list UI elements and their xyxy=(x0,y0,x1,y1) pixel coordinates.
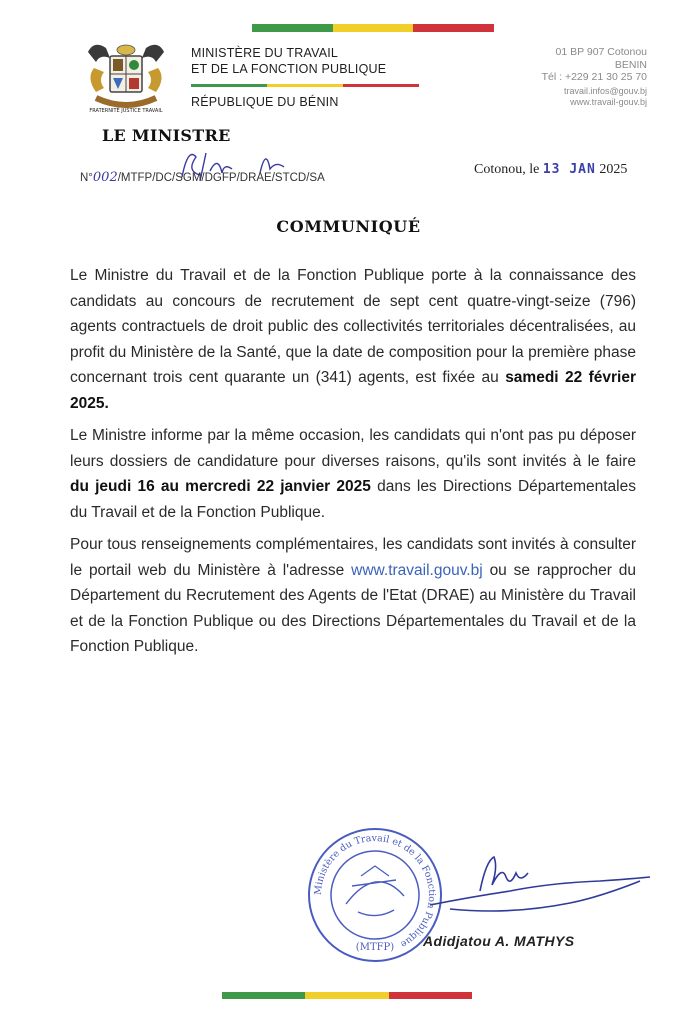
flag-stripe-yellow xyxy=(333,24,414,32)
dateline-year: 2025 xyxy=(599,162,628,177)
stamped-date: 13 JAN xyxy=(542,162,596,177)
paragraph-3 xyxy=(70,532,636,660)
contact-website: www.travail-gouv.bj xyxy=(570,96,647,107)
reference-number xyxy=(80,170,325,185)
ministry-name xyxy=(191,46,386,77)
flag-stripe-green xyxy=(252,24,333,32)
paragraph-3-end: ou se rapprocher du Département du Recrutement des Agents de l'Etat (DRAE) au Ministère du Travail et de la Fonction Publique ou des Directions Départementales du Travail et de la Fonction Publique. xyxy=(70,561,637,655)
communique-body xyxy=(70,263,636,667)
contact-phone: Tél : +229 21 30 25 70 xyxy=(541,71,647,83)
contact-po-box: 01 BP 907 Cotonou xyxy=(555,46,647,58)
contact-block xyxy=(542,46,647,108)
reference-path: /MTFP/DC/SGM/DGFP/DRAE/STCD/SA xyxy=(117,172,325,184)
flag-stripe-red xyxy=(413,24,494,32)
stamp-ring-text: Ministère du Travail et de la Fonction Publique xyxy=(312,832,438,950)
stamp-center-text: (MTFP) xyxy=(355,942,395,953)
minister-label: LE MINISTRE xyxy=(102,126,231,145)
ministry-name-line2: ET DE LA FONCTION PUBLIQUE xyxy=(191,61,387,76)
document-title: COMMUNIQUÉ xyxy=(276,217,421,236)
flag-stripe-red xyxy=(389,992,472,999)
coat-of-arms-icon xyxy=(80,38,172,118)
signature-icon xyxy=(420,845,660,935)
reference-handwritten-number: 002 xyxy=(92,170,118,185)
signer-name: Adidjatou A. MATHYS xyxy=(423,933,575,949)
website-link[interactable]: www.travail.gouv.bj xyxy=(351,561,483,579)
flag-bar-top xyxy=(252,24,494,32)
flag-bar-bottom xyxy=(222,992,472,999)
paragraph-1-date: samedi 22 février 2025. xyxy=(70,369,636,412)
contact-country: BENIN xyxy=(614,58,647,71)
paragraph-2-text: Le Ministre informe par la même occasion, les candidats qui n'ont pas pu déposer leurs dossiers de candidature pour diverses raisons, qu'ils sont invités à le faire xyxy=(70,427,636,470)
paragraph-1-text: Le Ministre du Travail et de la Fonction Publique porte à la connaissance des candidats au concours de recrutement de sept cent quatre-vingt-seize (796) agents contractuels de droit public des collectivités territoriales décentralisées, au profit du Ministère de la Santé, que la date de composition pour la première phase concernant trois cent quarante un (341) agents, est fixée au xyxy=(70,267,636,386)
paragraph-3-start: Pour tous renseignements complémentaires, les candidats sont invités à consulter le portail web du Ministère à l'adresse xyxy=(70,536,636,579)
paragraph-1 xyxy=(70,263,636,416)
contact-email: travail.infos@gouv.bj xyxy=(563,85,647,96)
dateline xyxy=(474,162,627,178)
flag-stripe-yellow xyxy=(305,992,388,999)
flag-stripe-green xyxy=(222,992,305,999)
dateline-place: Cotonou, le xyxy=(474,162,540,177)
header-divider xyxy=(191,84,419,87)
paragraph-2-dates: du jeudi 16 au mercredi 22 janvier 2025 xyxy=(70,478,371,495)
coat-of-arms-motto: FRATERNITÉ JUSTICE TRAVAIL xyxy=(89,108,163,114)
reference-prefix: N° xyxy=(80,172,93,184)
ministry-name-line1: MINISTÈRE DU TRAVAIL xyxy=(191,46,339,60)
republic-name: RÉPUBLIQUE DU BÉNIN xyxy=(191,95,339,109)
paragraph-2-end: dans les Directions Départementales du Travail et de la Fonction Publique. xyxy=(70,478,636,521)
paragraph-2 xyxy=(70,423,636,525)
